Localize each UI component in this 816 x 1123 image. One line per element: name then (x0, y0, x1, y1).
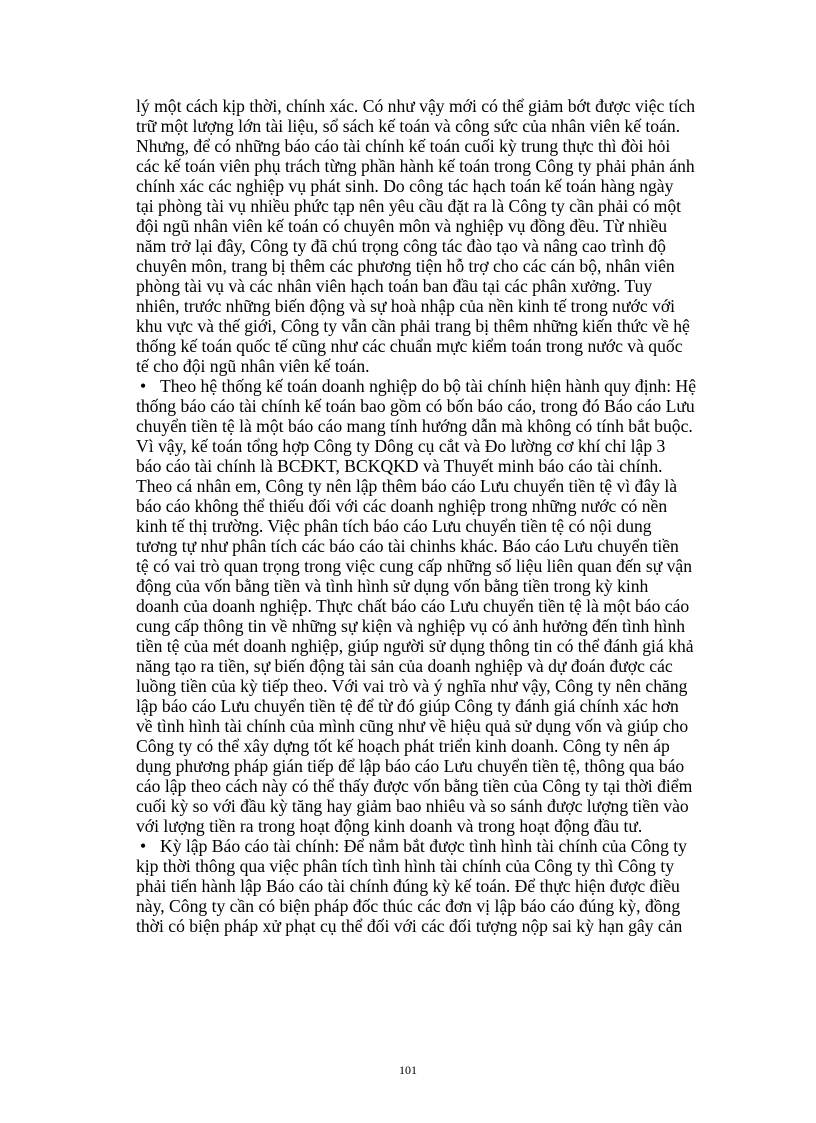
text-line: luồng tiền của kỳ tiếp theo. Với vai trò và ý nghĩa như vậy, Công ty nên chăng (136, 676, 688, 696)
bullet-icon: • (140, 836, 147, 856)
text-line: chuyển tiền tệ là một báo cáo mang tính hướng dẫn mà không có tính bắt buộc. (136, 416, 693, 436)
text-line: khu vực và thế giới, Công ty vẫn cần phải trang bị thêm những kiến thức về hệ (136, 316, 690, 336)
text-line: Vì vậy, kế toán tổng hợp Công ty Dông cụ cắt và Đo lường cơ khí chỉ lập 3 (136, 436, 666, 456)
text-line: đội ngũ nhân viên kế toán có chuyên môn và nghiệp vụ đồng đều. Từ nhiều (136, 216, 668, 236)
text-line: kinh tế thị trường. Việc phân tích báo cáo Lưu chuyển tiền tệ có nội dung (136, 516, 652, 536)
text-line: thống báo cáo tài chính kế toán bao gồm có bốn báo cáo, trong đó Báo cáo Lưu (136, 396, 695, 416)
text-line (136, 376, 748, 396)
text-line: tiền tệ của mét doanh nghiệp, giúp người sử dụng thông tin có thể đánh giá khả (136, 636, 694, 656)
text-line: này, Công ty cần có biện pháp đốc thúc các đơn vị lập báo cáo đúng kỳ, đồng (136, 896, 681, 916)
text-line-content: Kỳ lập Báo cáo tài chính: Để nắm bắt được tình hình tài chính của Công ty (160, 836, 687, 856)
text-line: báo cáo tài chính là BCĐKT, BCKQKD và Thuyết minh báo cáo tài chính. (136, 456, 663, 476)
text-line: Công ty có thể xây dựng tốt kế hoạch phát triển kinh doanh. Công ty nên áp (136, 736, 670, 756)
text-line: Nhưng, để có những báo cáo tài chính kế toán cuối kỳ trung thực thì đòi hỏi (136, 136, 671, 156)
text-line: cung cấp thông tin về những sự kiện và nghiệp vụ có ảnh hưởng đến tình hình (136, 616, 686, 636)
text-line: nhiên, trước những biến động và sự hoà nhập của nền kinh tế trong nước với (136, 296, 676, 316)
text-line: về tình hình tài chính của mình cũng như về hiệu quả sử dụng vốn và giúp cho (136, 716, 689, 736)
text-line: cuối kỳ so với đầu kỳ tăng hay giảm bao nhiêu và so sánh được lượng tiền vào (136, 796, 689, 816)
text-line: động của vốn bằng tiền và tình hình sử dụng vốn bằng tiền trong kỳ kinh (136, 576, 649, 596)
text-line: phải tiến hành lập Báo cáo tài chính đúng kỳ kế toán. Để thực hiện được điều (136, 876, 680, 896)
text-line: doanh của doanh nghiệp. Thực chất báo cáo Lưu chuyển tiền tệ là một báo cáo (136, 596, 690, 616)
text-line-content: Theo hệ thống kế toán doanh nghiệp do bộ tài chính hiện hành quy định: Hệ (160, 376, 697, 396)
text-line: chính xác các nghiệp vụ phát sinh. Do công tác hạch toán kế toán hàng ngày (136, 176, 674, 196)
text-line: lý một cách kịp thời, chính xác. Có như vậy mới có thể giảm bớt được việc tích (136, 96, 696, 116)
paragraph-1 (136, 96, 748, 376)
text-line: trữ một lượng lớn tài liệu, sổ sách kế toán và công sức của nhân viên kế toán. (136, 116, 681, 136)
text-line: phòng tài vụ và các nhân viên hạch toán ban đầu tại các phân xưởng. Tuy (136, 276, 653, 296)
text-line: tương tự như phân tích các báo cáo tài chinhs khác. Báo cáo Lưu chuyển tiền (136, 536, 679, 556)
text-line: các kế toán viên phụ trách từng phần hành kế toán trong Công ty phải phản ánh (136, 156, 695, 176)
text-line: thống kế toán quốc tế cũng như các chuẩn mực kiểm toán trong nước và quốc (136, 336, 683, 356)
text-line: báo cáo không thể thiếu đối với các doanh nghiệp trong những nước có nền (136, 496, 668, 516)
text-line: với lượng tiền ra trong hoạt động kinh doanh và trong hoạt động đầu tư. (136, 816, 643, 836)
text-line (136, 836, 748, 856)
text-line: tế cho đội ngũ nhân viên kế toán. (136, 356, 370, 376)
text-line: cáo lập theo cách này có thể thấy được vốn bằng tiền của Công ty tại thời điểm (136, 776, 693, 796)
page-number: 101 (399, 1063, 417, 1077)
text-line: dụng phương pháp gián tiếp để lập báo cáo Lưu chuyển tiền tệ, thông qua báo (136, 756, 685, 776)
text-line: tại phòng tài vụ nhiều phức tạp nên yêu cầu đặt ra là Công ty cần phải có một (136, 196, 682, 216)
text-line: chuyên môn, trang bị thêm các phương tiện hỗ trợ cho các cán bộ, nhân viên (136, 256, 675, 276)
text-line: thời có biện pháp xử phạt cụ thể đối với các đối tượng nộp sai kỳ hạn gây cản (136, 916, 683, 936)
text-line: tệ có vai trò quan trọng trong việc cung cấp những số liệu liên quan đến sự vận (136, 556, 693, 576)
text-line: kịp thời thông qua việc phân tích tình hình tài chính của Công ty thì Công ty (136, 856, 675, 876)
bullet-icon: • (140, 376, 147, 396)
paragraph-2 (136, 376, 748, 836)
paragraph-3 (136, 836, 748, 936)
document-body (136, 96, 748, 936)
text-line: lập báo cáo Lưu chuyển tiền tệ để từ đó giúp Công ty đánh giá chính xác hơn (136, 696, 679, 716)
text-line: Theo cá nhân em, Công ty nên lập thêm báo cáo Lưu chuyển tiền tệ vì đây là (136, 476, 678, 496)
text-line: năm trở lại đây, Công ty đã chú trọng công tác đào tạo và nâng cao trình độ (136, 236, 666, 256)
text-line: năng tạo ra tiền, sự biến động tài sản của doanh nghiệp và dự đoán được các (136, 656, 673, 676)
